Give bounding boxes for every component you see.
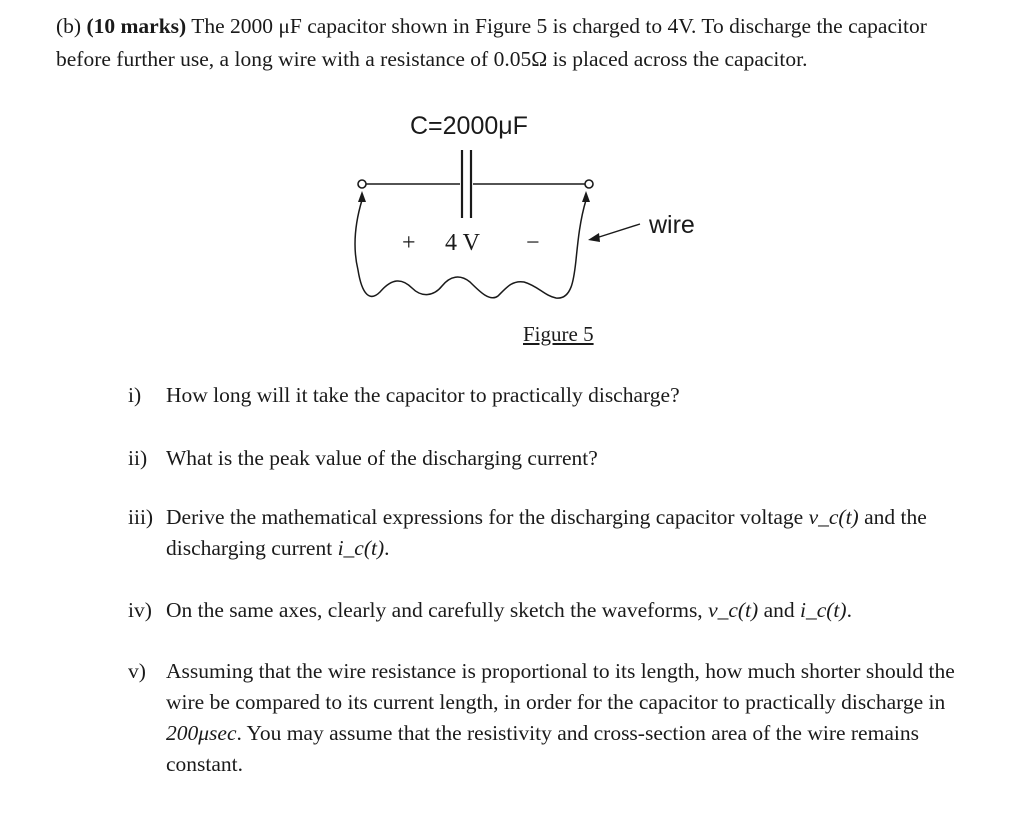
plus-sign: + bbox=[402, 230, 416, 256]
terminal-right bbox=[585, 180, 593, 188]
math-expression: i_c(t) bbox=[800, 598, 847, 622]
wire-pointer-line bbox=[596, 224, 640, 238]
marks-label: (10 marks) bbox=[86, 14, 187, 38]
question-item bbox=[128, 656, 958, 780]
question-text: and the discharging current bbox=[166, 505, 927, 560]
figure-caption: Figure 5 bbox=[523, 322, 594, 346]
question-text: . bbox=[384, 536, 390, 560]
question-text: . bbox=[846, 598, 852, 622]
question-text: Derive the mathematical expressions for the discharging capacitor voltage bbox=[166, 505, 804, 529]
question-item bbox=[128, 380, 958, 411]
part-intro-text: The 2000 μF capacitor shown in Figure 5 is charged to 4V. To discharge the capacitor before further use, a long wire with a resistance of 0.05Ω is placed across the capacitor. bbox=[56, 14, 927, 71]
math-expression: i_c(t) bbox=[337, 536, 385, 560]
question-item bbox=[128, 595, 958, 626]
question-text: . You may assume that the resistivity and cross-section area of the wire remains constant. bbox=[166, 721, 919, 776]
question-item bbox=[128, 443, 958, 474]
math-expression: v_c(t) bbox=[808, 505, 859, 529]
math-expression: 200μsec bbox=[166, 721, 237, 745]
part-b-intro bbox=[56, 10, 961, 75]
voltage-label: 4 V bbox=[445, 230, 480, 256]
capacitor-label: C=2000μF bbox=[410, 112, 528, 140]
terminal-left bbox=[358, 180, 366, 188]
math-expression: v_c(t) bbox=[708, 598, 759, 622]
question-text: What is the peak value of the discharging current? bbox=[166, 446, 598, 470]
wire-pointer-arrowhead bbox=[588, 233, 600, 242]
question-number: iv) bbox=[128, 598, 152, 622]
part-label: (b) bbox=[56, 14, 82, 38]
question-number: i) bbox=[128, 383, 142, 407]
question-number: ii) bbox=[128, 446, 148, 470]
figure-5-circuit bbox=[340, 110, 740, 355]
question-text: On the same axes, clearly and carefully sketch the waveforms, bbox=[166, 598, 703, 622]
minus-sign: − bbox=[526, 230, 540, 256]
question-text: How long will it take the capacitor to practically discharge? bbox=[166, 383, 680, 407]
question-text: and bbox=[763, 598, 795, 622]
question-text: Assuming that the wire resistance is proportional to its length, how much shorter should the wire be compared to its current length, in order for the capacitor to practically discharge in bbox=[166, 659, 955, 714]
question-list bbox=[128, 380, 958, 780]
question-number: v) bbox=[128, 659, 146, 683]
wire-label: wire bbox=[649, 211, 695, 239]
question-number: iii) bbox=[128, 505, 154, 529]
question-item bbox=[128, 502, 958, 564]
